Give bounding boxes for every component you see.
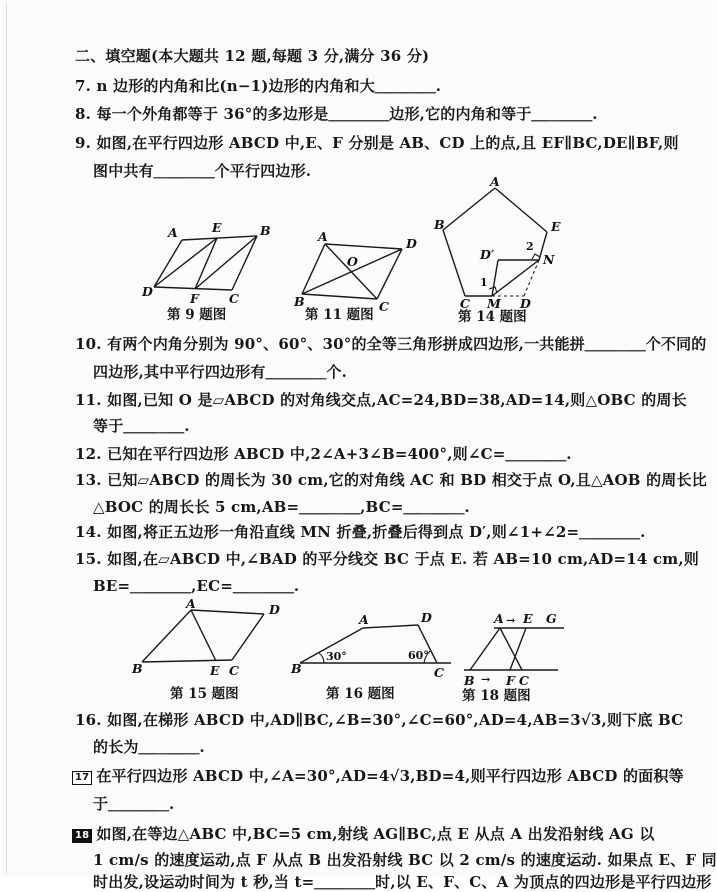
vertex-e-label: E xyxy=(523,611,533,626)
figure-q9 xyxy=(140,222,275,307)
vertex-d-prime-label: D′ xyxy=(480,247,495,262)
question-9-line1: 9. 如图,在平行四边形 ABCD 中,E、F 分别是 AB、CD 上的点,且 EF∥BC,DE∥BF,则 xyxy=(75,134,679,152)
question-10-line1: 10. 有两个内角分别为 90°、60°、30°的全等三角形拼成四边形,一共能拼＿＿＿＿个不同的 xyxy=(75,335,707,353)
question-18-line2: 1 cm/s 的速度运动,点 F 从点 B 出发沿射线 BC 以 2 cm/s 的速度运动. 如果点 E、F 同 xyxy=(93,851,717,869)
vertex-b-label: B xyxy=(291,661,302,676)
vertex-e-label: E xyxy=(210,663,220,678)
vertex-d-label: D xyxy=(421,610,432,625)
direction-arrow-bottom: → xyxy=(481,673,491,686)
vertex-e-label: E xyxy=(212,220,222,235)
angle-2-label: 2 xyxy=(526,240,534,253)
question-18-line1 xyxy=(72,824,655,844)
question-9-line2: 图中共有＿＿＿＿个平行四边形. xyxy=(93,162,312,180)
question-16-line2: 的长为＿＿＿＿. xyxy=(93,738,205,756)
question-18-text: 如图,在等边△ABC 中,BC=5 cm,射线 AG∥BC,点 E 从点 A 出发沿射线 AG 以 xyxy=(96,825,655,843)
vertex-f-label: F xyxy=(506,673,515,688)
vertex-c-label: C xyxy=(229,663,239,678)
question-17-line1 xyxy=(72,766,684,786)
figure-q14-caption: 第 14 题图 xyxy=(458,309,527,325)
question-8: 8. 每一个外角都等于 36°的多边形是＿＿＿＿边形,它的内角和等于＿＿＿＿. xyxy=(75,105,598,123)
vertex-c-label: C xyxy=(434,665,444,680)
figure-q16-caption: 第 16 题图 xyxy=(326,686,395,702)
vertex-a-label: A xyxy=(318,229,328,244)
question-15-line2: BE=＿＿＿＿,EC=＿＿＿＿. xyxy=(93,577,300,595)
figure-q14 xyxy=(432,176,567,311)
angle-1-label: 1 xyxy=(480,276,488,289)
vertex-b-label: B xyxy=(464,673,475,688)
figure-q9-caption: 第 9 题图 xyxy=(167,307,227,323)
vertex-c-label: C xyxy=(229,291,239,306)
vertex-f-label: F xyxy=(190,291,199,306)
vertex-d-label: D xyxy=(269,602,280,617)
vertex-a-label: A xyxy=(490,174,500,189)
question-13-line2: △BOC 的周长长 5 cm,AB=＿＿＿＿,BC=＿＿＿＿. xyxy=(93,498,470,516)
figure-q15 xyxy=(128,596,283,684)
question-12: 12. 已知在平行四边形 ABCD 中,2∠A+3∠B=400°,则∠C=＿＿＿＿. xyxy=(75,445,572,463)
question-17-line2: 于＿＿＿＿. xyxy=(93,795,175,813)
vertex-c-label: C xyxy=(519,673,529,688)
figure-q18-caption: 第 18 题图 xyxy=(462,688,531,704)
vertex-b-label: B xyxy=(434,217,445,232)
question-11-line1: 11. 如图,已知 O 是▱ABCD 的对角线交点,AC=24,BD=38,AD=14,则△OBC 的周长 xyxy=(75,391,687,409)
vertex-d-label: D xyxy=(406,236,417,251)
vertex-c-label: C xyxy=(379,299,389,314)
question-15-line1: 15. 如图,在▱ABCD 中,∠BAD 的平分线交 BC 于点 E. 若 AB=10 cm,AD=14 cm,则 xyxy=(75,550,699,568)
direction-arrow-top: → xyxy=(506,614,516,627)
figure-q11 xyxy=(292,228,422,314)
vertex-a-label: A xyxy=(168,225,178,240)
angle-30-label: 30° xyxy=(326,650,347,663)
vertex-n-label: N xyxy=(543,252,555,267)
question-18-line3-clipped: 时出发,设运动时间为 t 秒,当 t=＿＿＿＿时,以 E、F、C、A 为顶点的四边形是平行四边形 xyxy=(93,873,712,891)
vertex-c-label: C xyxy=(460,296,470,311)
figure-q15-caption: 第 15 题图 xyxy=(170,686,239,702)
vertex-a-label: A xyxy=(359,612,369,627)
center-o-label: O xyxy=(347,254,358,269)
question-17-text: 在平行四边形 ABCD 中,∠A=30°,AD=4√3,BD=4,则平行四边形 ABCD 的面积等 xyxy=(96,767,684,785)
question-17-number-box: 17 xyxy=(72,771,92,785)
vertex-m-label: M xyxy=(487,296,501,311)
vertex-d-label: D xyxy=(520,296,531,311)
figure-q16 xyxy=(288,610,460,680)
vertex-d-label: D xyxy=(142,284,153,299)
question-10-line2: 四边形,其中平行四边形有＿＿＿＿个. xyxy=(93,363,348,381)
figure-q11-caption: 第 11 题图 xyxy=(305,307,374,323)
question-13-line1: 13. 已知▱ABCD 的周长为 30 cm,它的对角线 AC 和 BD 相交于点 O,且△AOB 的周长比 xyxy=(75,471,707,489)
angle-60-label: 60° xyxy=(408,649,429,662)
angle-arc-b xyxy=(319,653,324,663)
vertex-b-label: B xyxy=(260,223,271,238)
question-18-number-box: 18 xyxy=(72,829,92,843)
question-11-line2: 等于＿＿＿＿. xyxy=(93,417,190,435)
question-16-line1: 16. 如图,在梯形 ABCD 中,AD∥BC,∠B=30°,∠C=60°,AD=4,AB=3√3,则下底 BC xyxy=(75,711,684,729)
question-7: 7. n 边形的内角和比(n−1)边形的内角和大＿＿＿＿. xyxy=(75,77,442,95)
vertex-b-label: B xyxy=(294,294,305,309)
vertex-a-label: A xyxy=(494,611,504,626)
section-header: 二、填空题(本大题共 12 题,每题 3 分,满分 36 分) xyxy=(75,47,430,65)
figure-q18 xyxy=(452,598,570,693)
page-edge-line xyxy=(6,3,7,875)
vertex-b-label: B xyxy=(132,661,143,676)
question-14: 14. 如图,将正五边形一角沿直线 MN 折叠,折叠后得到点 D′,则∠1+∠2=＿＿＿＿. xyxy=(75,523,646,541)
vertex-a-label: A xyxy=(186,596,196,611)
vertex-g-label: G xyxy=(546,611,557,626)
vertex-e-label: E xyxy=(551,219,561,234)
